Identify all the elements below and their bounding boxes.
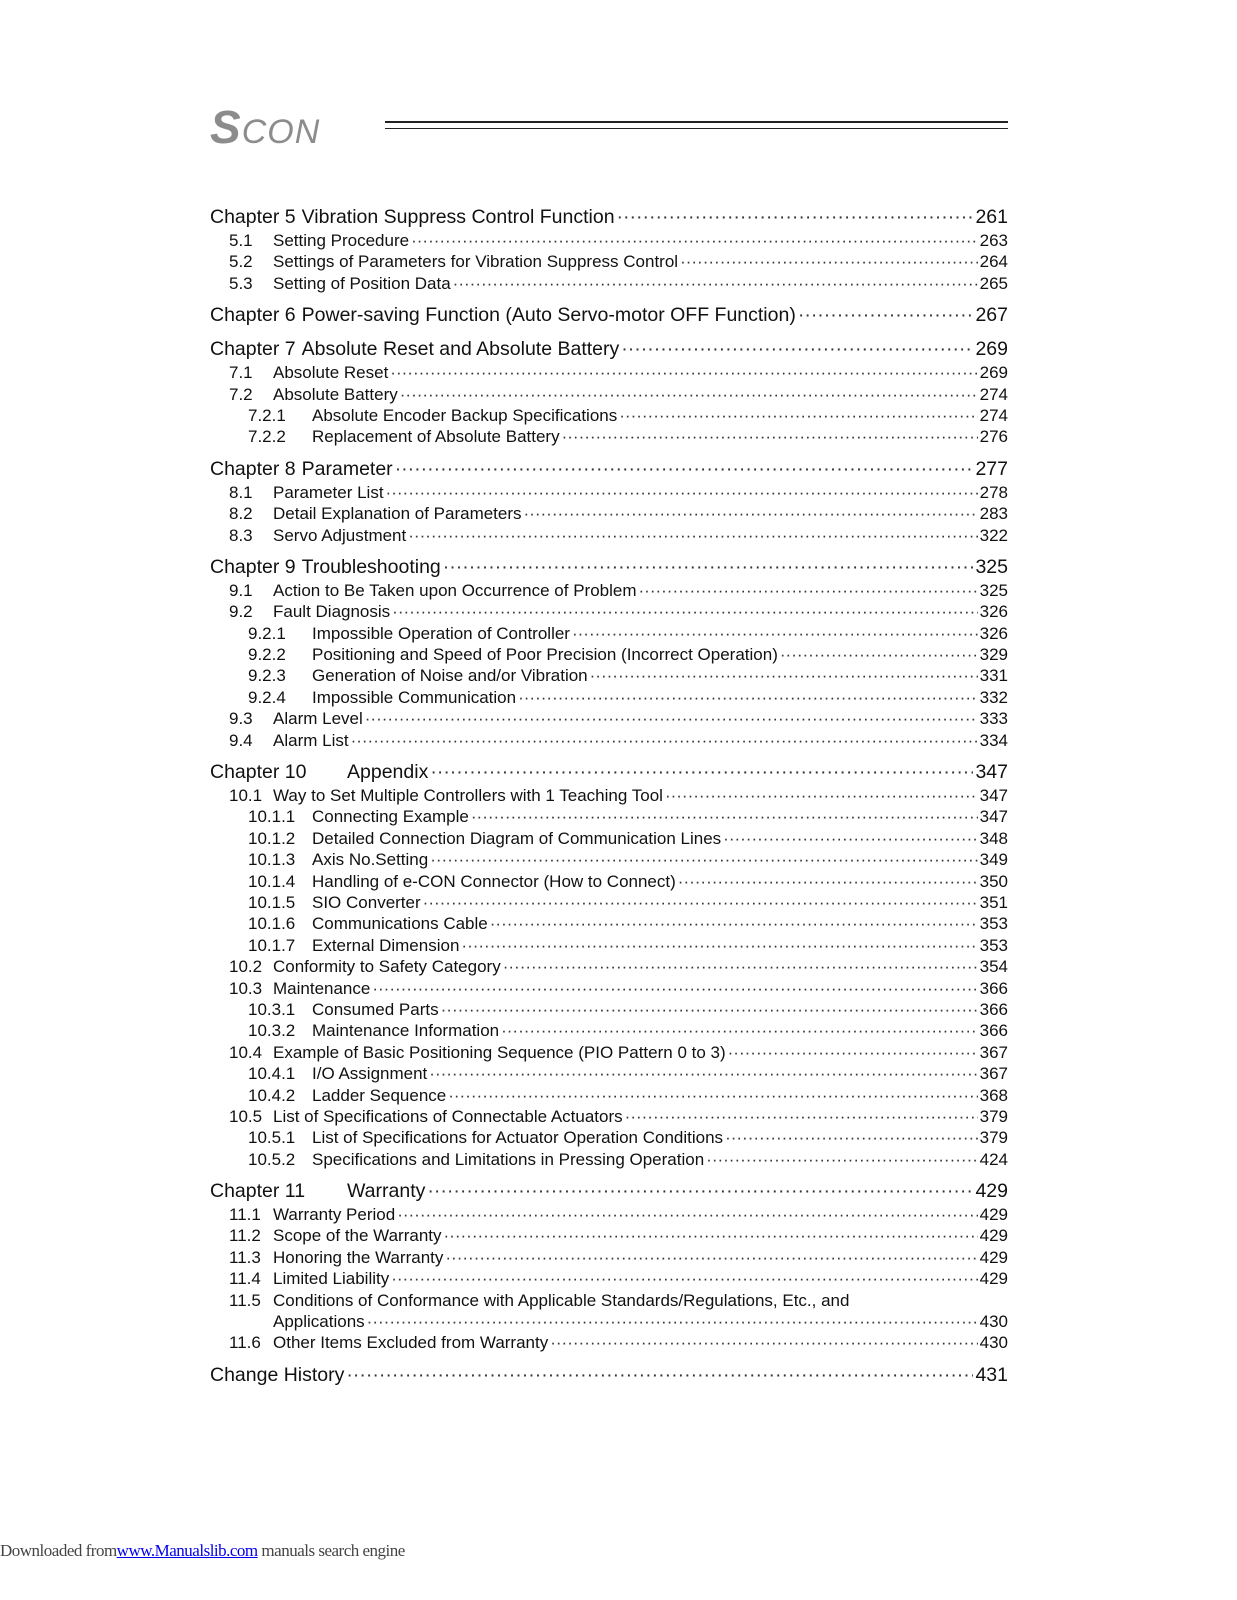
toc-section-entry[interactable]	[210, 806, 1008, 827]
toc-page-number: 347	[975, 761, 1008, 784]
toc-section-entry[interactable]	[210, 405, 1008, 426]
toc-entry-title: Absolute Encoder Backup Specifications	[312, 405, 618, 425]
toc-section-entry[interactable]	[210, 601, 1008, 622]
toc-page-number: 429	[979, 1226, 1008, 1246]
toc-page-number: 322	[979, 525, 1008, 545]
toc-entry-number: 10.4	[229, 1042, 263, 1062]
toc-page-number: 326	[979, 602, 1008, 622]
toc-entry-title: Fault Diagnosis	[273, 602, 391, 622]
toc-section-entry[interactable]	[210, 384, 1008, 405]
toc-leader-dots	[367, 1311, 978, 1332]
toc-page-number: 331	[979, 666, 1008, 686]
toc-section-entry[interactable]	[210, 1127, 1008, 1148]
toc-section-entry[interactable]	[210, 1085, 1008, 1106]
toc-entry-title: Limited Liability	[273, 1269, 390, 1289]
download-footer	[0, 1541, 405, 1561]
manualslib-link[interactable]: www.Manualslib.com	[116, 1541, 258, 1560]
toc-entry-number: Chapter 6	[210, 304, 296, 327]
toc-entry-title: Connecting Example	[312, 807, 469, 827]
toc-section-entry[interactable]	[210, 956, 1008, 977]
toc-page-number: 367	[979, 1042, 1008, 1062]
toc-entry-number: 9.4	[229, 730, 253, 750]
toc-leader-dots	[678, 871, 978, 892]
toc-entry-number: 9.1	[229, 580, 253, 600]
toc-entry-number: Chapter 11	[210, 1180, 306, 1203]
toc-entry-title: I/O Assignment	[312, 1064, 428, 1084]
toc-page-number: 277	[975, 457, 1008, 480]
toc-section-entry[interactable]	[210, 1247, 1008, 1268]
toc-entry-number: 10.1.7	[248, 935, 296, 955]
toc-leader-dots	[346, 1362, 973, 1388]
toc-section-entry[interactable]	[210, 1020, 1008, 1041]
toc-entry-number: 10.3.1	[248, 999, 296, 1019]
toc-leader-dots	[400, 384, 978, 405]
toc-leader-dots	[408, 525, 977, 546]
toc-leader-dots	[390, 362, 977, 383]
toc-entry-title: Power-saving Function (Auto Servo-motor OFF Function)	[301, 304, 796, 327]
toc-chapter-entry[interactable]	[210, 456, 1008, 482]
toc-leader-dots	[572, 623, 978, 644]
toc-page-number: 368	[979, 1085, 1008, 1105]
toc-entry-title: Applications	[273, 1312, 365, 1332]
toc-chapter-entry[interactable]	[210, 336, 1008, 362]
toc-page-number: 366	[979, 1021, 1008, 1041]
toc-entry-number: 10.4.2	[248, 1085, 296, 1105]
toc-section-entry[interactable]	[210, 580, 1008, 601]
toc-entry-title: Warranty	[347, 1180, 426, 1203]
toc-entry-title: Communications Cable	[312, 914, 488, 934]
toc-entry-number: 9.2.3	[248, 666, 286, 686]
toc-leader-dots	[429, 1063, 977, 1084]
toc-entry-number: 9.2.2	[248, 645, 286, 665]
toc-entry-number: 9.2	[229, 602, 253, 622]
toc-leader-dots	[444, 1225, 978, 1246]
toc-leader-dots	[395, 456, 974, 482]
toc-leader-dots	[490, 913, 978, 934]
toc-entry-title: List of Specifications for Actuator Operation Conditions	[312, 1128, 724, 1148]
toc-leader-dots	[798, 302, 974, 328]
toc-entry-number: 9.2.1	[248, 623, 286, 643]
toc-section-entry[interactable]	[210, 785, 1008, 806]
toc-leader-dots	[621, 336, 973, 362]
toc-entry-number: 10.1.3	[248, 850, 296, 870]
toc-page-number: 265	[979, 273, 1008, 293]
toc-leader-dots	[365, 708, 978, 729]
toc-section-entry[interactable]	[210, 665, 1008, 686]
scon-logo	[210, 100, 320, 154]
toc-section-entry[interactable]	[210, 849, 1008, 870]
toc-page-number: 349	[979, 850, 1008, 870]
toc-entry-title: Honoring the Warranty	[273, 1247, 444, 1267]
toc-entry-number: 11.1	[229, 1205, 261, 1225]
toc-leader-dots	[590, 665, 978, 686]
toc-leader-dots	[453, 273, 978, 294]
toc-leader-dots	[562, 426, 978, 447]
toc-entry-number: 5.3	[229, 273, 253, 293]
toc-leader-dots	[445, 1247, 977, 1268]
toc-section-entry[interactable]	[210, 999, 1008, 1020]
toc-leader-dots	[665, 785, 978, 806]
logo-letters-con: CON	[241, 113, 321, 151]
toc-entry-number: 11.5	[229, 1290, 261, 1310]
toc-leader-dots	[639, 580, 978, 601]
toc-page-number: 276	[979, 427, 1008, 447]
toc-section-entry[interactable]	[210, 1311, 1008, 1332]
toc-entry-number: 10.1.6	[248, 914, 296, 934]
toc-page-number: 261	[975, 206, 1008, 228]
toc-page-number: 274	[979, 384, 1008, 404]
toc-section-entry[interactable]	[210, 730, 1008, 751]
toc-entry-number: Chapter 9	[210, 555, 296, 578]
toc-entry-number: 8.1	[229, 482, 253, 502]
toc-entry-title: Parameter	[301, 457, 393, 480]
toc-page-number: 366	[979, 999, 1008, 1019]
toc-section-entry[interactable]	[210, 1332, 1008, 1353]
toc-section-entry[interactable]	[210, 935, 1008, 956]
logo-letter-s: S	[210, 101, 242, 153]
toc-entry-title: Ladder Sequence	[312, 1085, 447, 1105]
toc-page-number: 333	[979, 709, 1008, 729]
toc-entry-number: 10.5.1	[248, 1128, 296, 1148]
toc-leader-dots	[503, 956, 978, 977]
toc-page-number: 429	[979, 1269, 1008, 1289]
toc-entry-title: Alarm List	[273, 730, 349, 750]
header-rule-thick	[385, 121, 1008, 123]
toc-page-number: 267	[975, 304, 1008, 327]
toc-page-number: 424	[979, 1149, 1008, 1169]
toc-leader-dots	[725, 1127, 978, 1148]
toc-page-number: 283	[979, 504, 1008, 524]
toc-section-entry[interactable]	[210, 708, 1008, 729]
toc-entry-title: Conditions of Conformance with Applicable Standards/Regulations, Etc., and	[273, 1290, 850, 1310]
toc-leader-dots	[518, 687, 978, 708]
toc-entry-title: Detailed Connection Diagram of Communication Lines	[312, 828, 722, 848]
toc-leader-dots	[427, 1178, 973, 1204]
toc-entry-title: Warranty Period	[273, 1205, 396, 1225]
toc-leader-dots	[430, 759, 973, 785]
toc-leader-dots	[423, 892, 978, 913]
toc-entry-title: Axis No.Setting	[312, 850, 429, 870]
toc-page-number: 334	[979, 730, 1008, 750]
toc-entry-title: Troubleshooting	[301, 555, 441, 578]
toc-entry-number: Chapter 8	[210, 457, 296, 480]
toc-entry-number: 11.4	[229, 1269, 261, 1289]
toc-entry-number: 11.3	[229, 1247, 261, 1267]
toc-entry-number: 10.5	[229, 1106, 263, 1126]
toc-entry-title: External Dimension	[312, 935, 460, 955]
toc-section-entry[interactable]	[210, 1042, 1008, 1063]
toc-entry-title: Consumed Parts	[312, 999, 439, 1019]
toc-section-entry[interactable]	[210, 503, 1008, 524]
toc-leader-dots	[471, 806, 978, 827]
toc-leader-dots	[391, 1268, 977, 1289]
toc-leader-dots	[680, 251, 978, 272]
toc-page-number: 348	[979, 828, 1008, 848]
toc-leader-dots	[524, 503, 978, 524]
toc-page-number: 263	[979, 231, 1008, 250]
toc-leader-dots	[728, 1042, 978, 1063]
toc-section-entry[interactable]	[210, 273, 1008, 294]
toc-page-number: 347	[979, 786, 1008, 806]
toc-page-number: 379	[979, 1106, 1008, 1126]
toc-leader-dots	[461, 935, 977, 956]
toc-page-number: 347	[979, 807, 1008, 827]
toc-entry-title: Scope of the Warranty	[273, 1226, 442, 1246]
toc-entry-number: 10.1	[229, 786, 263, 806]
toc-entry-title: Other Items Excluded from Warranty	[273, 1333, 549, 1353]
toc-section-entry[interactable]	[210, 644, 1008, 665]
toc-page-number: 429	[979, 1247, 1008, 1267]
toc-section-entry[interactable]	[210, 687, 1008, 708]
toc-entry-number: 9.2.4	[248, 687, 286, 707]
toc-leader-dots	[397, 1204, 977, 1225]
toc-leader-dots	[501, 1020, 978, 1041]
toc-page-number: 353	[979, 914, 1008, 934]
toc-entry-title: List of Specifications of Connectable Actuators	[273, 1106, 623, 1126]
toc-leader-dots	[443, 554, 974, 580]
toc-section-entry[interactable]	[210, 482, 1008, 503]
toc-entry-title: Conformity to Safety Category	[273, 957, 501, 977]
toc-leader-dots	[372, 978, 977, 999]
toc-entry-title: Impossible Communication	[312, 687, 517, 707]
toc-entry-title: Example of Basic Positioning Sequence (PIO Pattern 0 to 3)	[273, 1042, 726, 1062]
toc-entry-number: 10.1.1	[248, 807, 296, 827]
toc-entry-number: 10.1.2	[248, 828, 296, 848]
toc-entry-number: 8.3	[229, 525, 253, 545]
toc-entry-title: Maintenance Information	[312, 1021, 500, 1041]
toc-section-entry[interactable]	[210, 978, 1008, 999]
toc-entry-number: 10.4.1	[248, 1064, 296, 1084]
toc-page-number: 354	[979, 957, 1008, 977]
toc-entry-title: Settings of Parameters for Vibration Suppress Control	[273, 252, 679, 272]
toc-entry-title: Maintenance	[273, 978, 371, 998]
toc-page-number: 325	[979, 580, 1008, 600]
toc-page-number: 367	[979, 1064, 1008, 1084]
toc-entry-title: Setting Procedure	[273, 231, 410, 250]
toc-section-entry[interactable]	[210, 623, 1008, 644]
toc-entry-number: Chapter 7	[210, 338, 296, 361]
toc-entry-title: Specifications and Limitations in Pressing Operation	[312, 1149, 705, 1169]
toc-entry-number: 7.1	[229, 363, 253, 383]
toc-page-number: 325	[975, 555, 1008, 578]
toc-page-number: 278	[979, 482, 1008, 502]
toc-entry-title: Way to Set Multiple Controllers with 1 Teaching Tool	[273, 786, 663, 806]
toc-entry-number: 10.2	[229, 957, 263, 977]
toc-entry-number: 10.5.2	[248, 1149, 296, 1169]
toc-entry-title: Absolute Reset	[273, 363, 389, 383]
toc-section-entry[interactable]	[210, 1225, 1008, 1246]
toc-entry-title: Alarm Level	[273, 709, 363, 729]
toc-leader-dots	[617, 204, 974, 230]
toc-chapter-entry[interactable]	[210, 1362, 1008, 1388]
toc-leader-dots	[351, 730, 978, 751]
toc-entry-title: SIO Converter	[312, 892, 421, 912]
toc-entry-number: 10.3.2	[248, 1021, 296, 1041]
toc-page-number: 329	[979, 645, 1008, 665]
toc-leader-dots	[411, 230, 978, 251]
toc-entry-number: 5.1	[229, 231, 253, 250]
toc-entry-title: Generation of Noise and/or Vibration	[312, 666, 588, 686]
toc-page-number: 431	[975, 1363, 1008, 1386]
toc-page-number: 429	[979, 1205, 1008, 1225]
toc-page-number: 264	[979, 252, 1008, 272]
toc-entry-title: Parameter List	[273, 482, 384, 502]
toc-entry-number: 9.3	[229, 709, 253, 729]
toc-section-entry[interactable]	[210, 230, 1008, 251]
footer-suffix: manuals search engine	[257, 1541, 405, 1560]
toc-section-entry[interactable]	[210, 1204, 1008, 1225]
toc-chapter-entry[interactable]	[210, 302, 1008, 328]
table-of-contents	[210, 204, 1008, 1388]
toc-page-number: 274	[979, 405, 1008, 425]
toc-leader-dots	[386, 482, 978, 503]
toc-chapter-entry[interactable]	[210, 204, 1008, 230]
toc-entry-title: Replacement of Absolute Battery	[312, 427, 560, 447]
toc-section-entry[interactable]	[210, 1268, 1008, 1289]
toc-entry-title: Change History	[210, 1363, 345, 1386]
toc-page-number: 269	[975, 338, 1008, 361]
toc-page-number: 379	[979, 1128, 1008, 1148]
toc-entry-title: Absolute Reset and Absolute Battery	[301, 338, 620, 361]
toc-entry-title: Appendix	[347, 761, 429, 784]
toc-chapter-entry[interactable]	[210, 759, 1008, 785]
toc-section-entry[interactable]	[210, 525, 1008, 546]
toc-leader-dots	[550, 1332, 977, 1353]
toc-section-entry[interactable]	[210, 251, 1008, 272]
toc-chapter-entry[interactable]	[210, 554, 1008, 580]
toc-leader-dots	[619, 405, 977, 426]
header-rule-thin	[385, 128, 1008, 129]
toc-section-entry[interactable]	[210, 913, 1008, 934]
toc-entry-number: 7.2.2	[248, 427, 286, 447]
toc-leader-dots	[625, 1106, 978, 1127]
toc-entry-number: 10.3	[229, 978, 263, 998]
toc-entry-number: Chapter 10	[210, 761, 307, 784]
toc-page-number: 351	[979, 892, 1008, 912]
toc-entry-title: Absolute Battery	[273, 384, 398, 404]
toc-entry-title: Handling of e-CON Connector (How to Connect)	[312, 871, 676, 891]
toc-section-entry[interactable]	[210, 426, 1008, 447]
toc-section-entry[interactable]	[210, 828, 1008, 849]
toc-entry-number: 7.2	[229, 384, 253, 404]
toc-page-number: 353	[979, 935, 1008, 955]
toc-entry-title: Servo Adjustment	[273, 525, 407, 545]
toc-entry-number: 8.2	[229, 504, 253, 524]
toc-entry-number: 10.1.4	[248, 871, 296, 891]
toc-leader-dots	[392, 601, 977, 622]
toc-leader-dots	[430, 849, 977, 870]
toc-entry-number: 10.1.5	[248, 892, 296, 912]
toc-entry-title: Impossible Operation of Controller	[312, 623, 570, 643]
toc-page-number: 332	[979, 687, 1008, 707]
toc-section-entry[interactable]	[210, 362, 1008, 383]
toc-leader-dots	[780, 644, 978, 665]
toc-entry-title: Action to Be Taken upon Occurrence of Problem	[273, 580, 637, 600]
toc-page-number: 430	[979, 1312, 1008, 1332]
toc-leader-dots	[723, 828, 977, 849]
toc-entry-title: Positioning and Speed of Poor Precision (Incorrect Operation)	[312, 645, 778, 665]
toc-leader-dots	[706, 1149, 977, 1170]
toc-entry-number: 11.2	[229, 1226, 261, 1246]
toc-entry-number: 11.6	[229, 1333, 261, 1353]
toc-section-entry[interactable]	[210, 1063, 1008, 1084]
toc-entry-title: Setting of Position Data	[273, 273, 451, 293]
toc-page-number: 350	[979, 871, 1008, 891]
toc-leader-dots	[448, 1085, 977, 1106]
toc-section-entry[interactable]	[210, 871, 1008, 892]
toc-page-number: 366	[979, 978, 1008, 998]
toc-leader-dots	[441, 999, 978, 1020]
toc-entry-number: Chapter 5	[210, 206, 296, 228]
toc-section-entry[interactable]	[210, 1149, 1008, 1170]
toc-entry-title: Vibration Suppress Control Function	[301, 206, 615, 228]
toc-page-number: 269	[979, 363, 1008, 383]
toc-section-entry[interactable]	[210, 1106, 1008, 1127]
toc-section-entry[interactable]	[210, 1290, 1008, 1311]
toc-entry-number: 5.2	[229, 252, 253, 272]
footer-prefix: Downloaded from	[0, 1541, 117, 1560]
toc-page-number: 429	[975, 1180, 1008, 1203]
toc-section-entry[interactable]	[210, 892, 1008, 913]
toc-chapter-entry[interactable]	[210, 1178, 1008, 1204]
toc-page-number: 430	[979, 1333, 1008, 1353]
toc-page-number: 326	[979, 623, 1008, 643]
toc-entry-title: Detail Explanation of Parameters	[273, 504, 522, 524]
toc-entry-number: 7.2.1	[248, 405, 286, 425]
